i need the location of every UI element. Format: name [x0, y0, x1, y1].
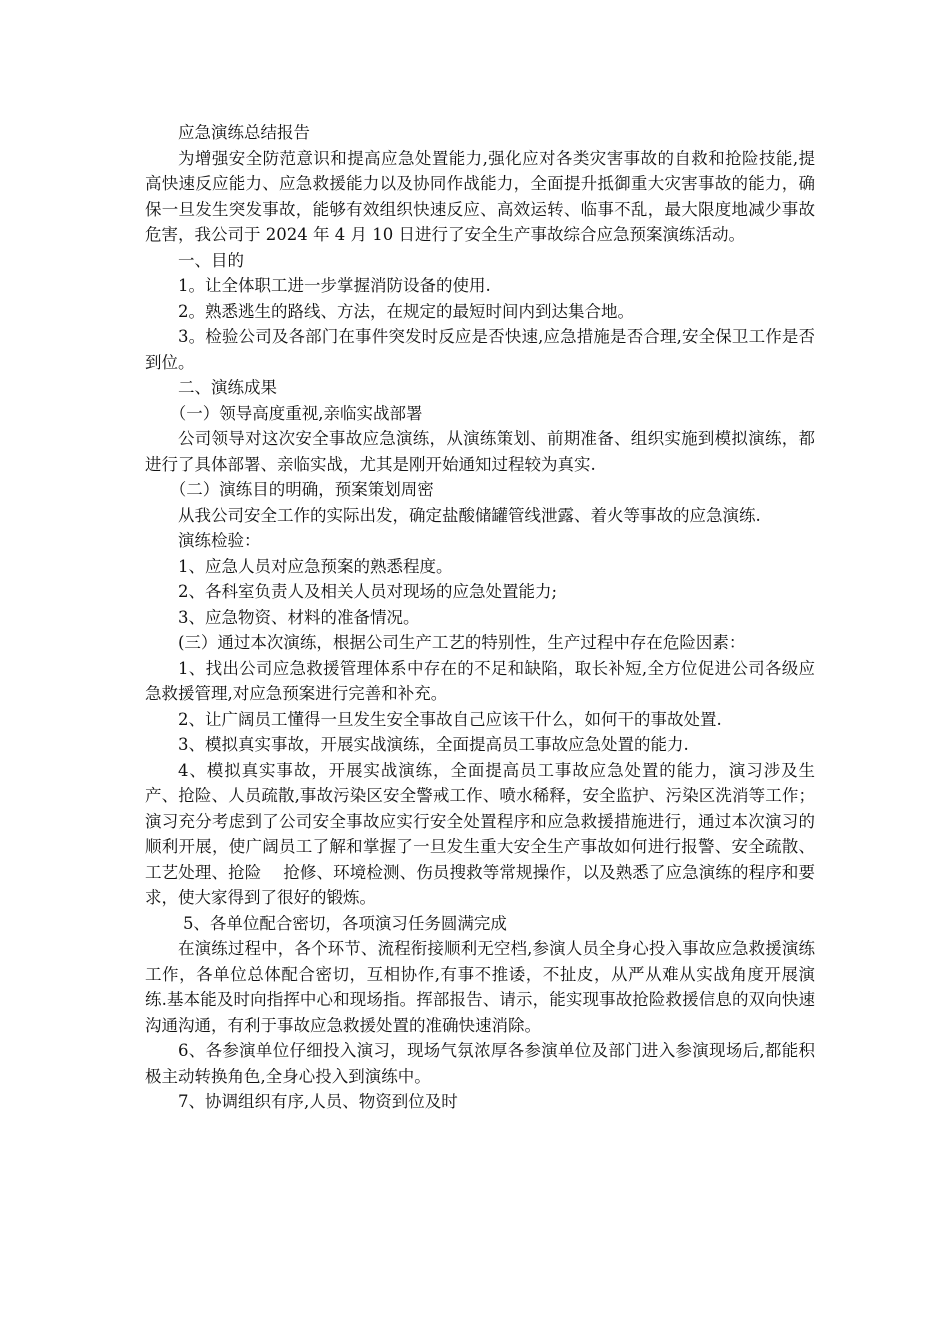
purpose-item-3: 3。检验公司及各部门在事件突发时反应是否快速,应急措施是否合理,安全保卫工作是否到位。: [145, 327, 815, 372]
hazard-item-1: 1、找出公司应急救援管理体系中存在的不足和缺陷，取长补短,全方位促进公司各级应急救援管理,对应急预案进行完善和补充。: [145, 658, 815, 703]
drill-check-item-3: 3、应急物资、材料的准备情况。: [178, 607, 420, 627]
result-item-6: 6、各参演单位仔细投入演习，现场气氛浓厚各参演单位及部门进入参演现场后,都能积极主动转换角色,全身心投入到演练中。: [145, 1041, 815, 1086]
subheading-objectives: （二）演练目的明确，预案策划周密: [169, 480, 434, 499]
section-heading-purpose: 一、目的: [178, 250, 244, 270]
document-title: 应急演练总结报告: [178, 123, 310, 142]
document-page: [145, 120, 815, 1115]
result-item-7: 7、协调组织有序,人员、物资到位及时: [178, 1092, 458, 1111]
leadership-paragraph: 公司领导对这次安全事故应急演练，从演练策划、前期准备、组织实施到模拟演练，都进行了具体部署、亲临实战，尤其是刚开始通知过程较为真实.: [145, 429, 815, 474]
purpose-item-2: 2。熟悉逃生的路线、方法，在规定的最短时间内到达集合地。: [178, 301, 634, 321]
drill-check-item-1: 1、应急人员对应急预案的熟悉程度。: [178, 556, 453, 576]
hazard-item-2: 2、让广阔员工懂得一旦发生安全事故自己应该干什么，如何干的事故处置.: [178, 709, 722, 729]
hazard-item-4: 4、模拟真实事故，开展实战演练，全面提高员工事故应急处置的能力，演习涉及生产、抢险、人员疏散,事故污染区安全警戒工作、喷水稀释，安全监护、污染区洗消等工作；演习充分考虑到了公司安全事故应实行安全处置程序和应急救援措施进行，通过本次演习的顺利开展，使广阔员工了解和掌握了一旦发生重大安全生产事故如何进行报警、安全疏散、工艺处理、抢险 抢修、环境检测、伤员搜救等常规操作，以及熟悉了应急演练的程序和要求，使大家得到了很好的锻炼。: [145, 760, 815, 907]
purpose-item-1: 1。让全体职工进一步掌握消防设备的使用.: [178, 276, 491, 295]
intro-paragraph: 为增强安全防范意识和提高应急处置能力,强化应对各类灾害事故的自救和抢险技能,提高快速反应能力、应急救援能力以及协同作战能力，全面提升抵御重大灾害事故的能力，确保一旦发生突发事故，能够有效组织快速反应、高效运转、临事不乱，最大限度地减少事故危害，我公司于 2024 年 4 月 10 日进行了安全生产事故综合应急预案演练活动。: [145, 148, 815, 244]
section-heading-results: 二、演练成果: [178, 378, 277, 397]
subheading-hazards: (三）通过本次演练，根据公司生产工艺的特别性，生产过程中存在危险因素：: [178, 633, 746, 652]
subheading-leadership: （一）领导高度重视,亲临实战部署: [169, 403, 423, 423]
drill-check-heading: 演练检验：: [178, 531, 261, 550]
hazard-item-3: 3、模拟真实事故，开展实战演练，全面提高员工事故应急处置的能力.: [178, 735, 689, 754]
objectives-paragraph: 从我公司安全工作的实际出发，确定盐酸储罐管线泄露、着火等事故的应急演练.: [178, 505, 761, 525]
cooperation-paragraph: 在演练过程中，各个环节、流程衔接顺利无空档,参演人员全身心投入事故应急救援演练工作，各单位总体配合密切，互相协作,有事不推诿，不扯皮，从严从难从实战角度开展演练.基本能及时向指挥中心和现场指。挥部报告、请示，能实现事故抢险救援信息的双向快速沟通沟通，有利于事故应急救援处置的准确快速消除。: [145, 939, 815, 1035]
drill-check-item-2: 2、各科室负责人及相关人员对现场的应急处置能力;: [178, 582, 558, 601]
result-item-5: 5、各单位配合密切，各项演习任务圆满完成: [182, 913, 507, 933]
